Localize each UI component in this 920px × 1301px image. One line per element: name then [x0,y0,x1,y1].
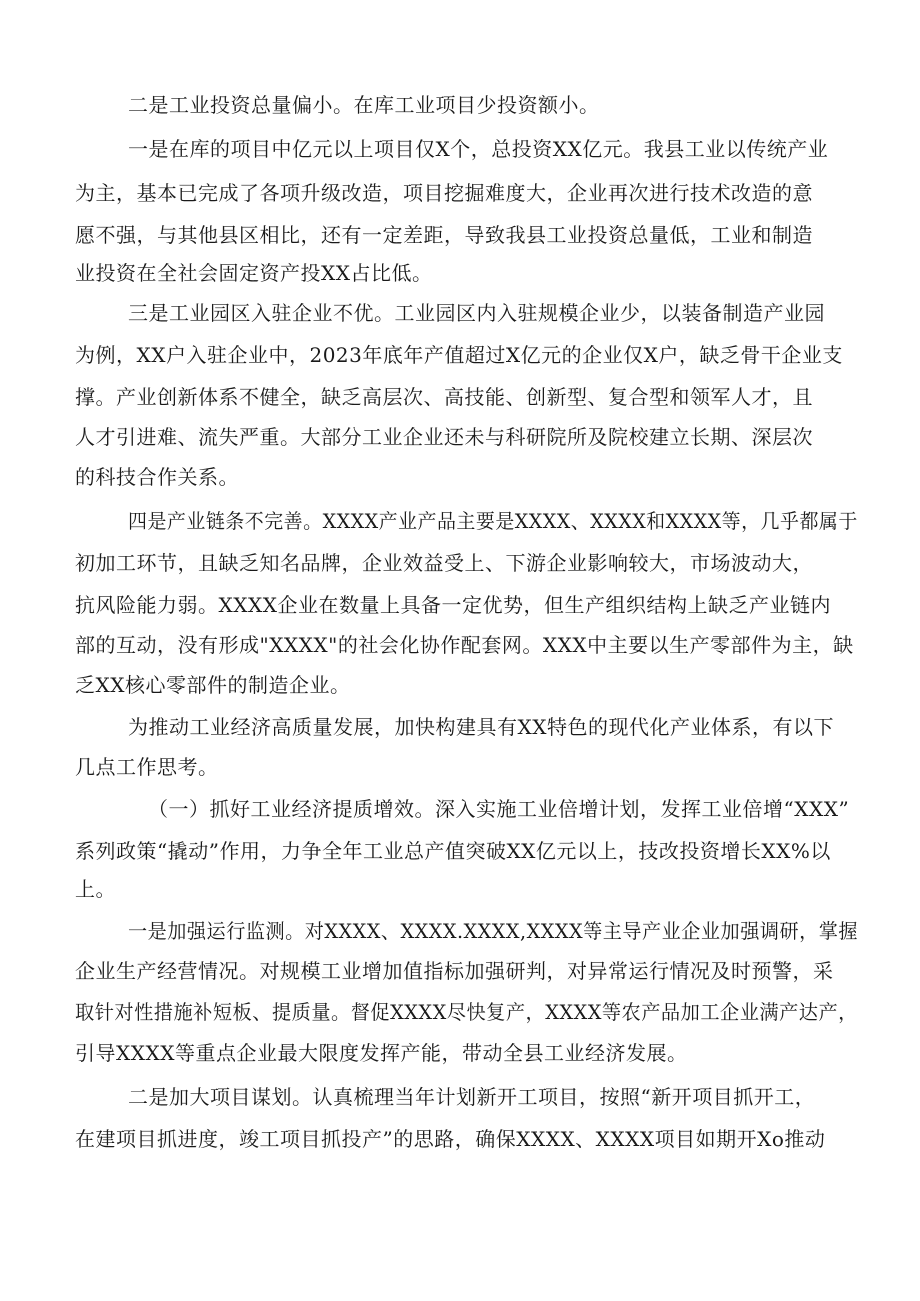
text-line: 取针对性措施补短板、提质量。督促XXXX尽快复产，XXXX等农产品加工企业满产达产， [75,1000,858,1024]
text-line: （一）抓好工业经济提质增效。深入实施工业倍增计划，发挥工业倍增“XXX” [148,797,850,821]
text-line: 为主，基本已完成了各项升级改造，项目挖掘难度大，企业再次进行技术改造的意 [75,181,813,205]
text-line: 抗风险能力弱。XXXX企业在数量上具备一定优势，但生产组织结构上缺乏产业链内 [75,593,831,617]
text-line: 撑。产业创新体系不健全，缺乏高层次、高技能、创新型、复合型和领军人才，且 [75,385,813,409]
text-line: 企业生产经营情况。对规模工业增加值指标加强研判，对异常运行情况及时预警，采 [75,959,834,983]
text-line: 二是工业投资总量偏小。在库工业项目少投资额小。 [128,93,600,117]
text-line: 一是在库的项目中亿元以上项目仅X个，总投资XX亿元。我县工业以传统产业 [128,137,829,161]
text-line: 四是产业链条不完善。XXXX产业产品主要是XXXX、XXXX和XXXX等，几乎都属于 [128,509,858,533]
text-line: 为例，XX户入驻企业中，2023年底年产值超过X亿元的企业仅X户，缺乏骨干企业支 [75,343,843,367]
text-line: 系列政策“撬动”作用，力争全年工业总产值突破XX亿元以上，技改投资增长XX%以 [75,839,831,863]
text-line: 初加工环节，且缺乏知名品牌，企业效益受上、下游企业影响较大，市场波动大， [75,551,813,575]
text-line: 上。 [75,877,116,901]
text-line: 几点工作思考。 [75,755,219,779]
text-line: 为推动工业经济高质量发展，加快构建具有XX特色的现代化产业体系，有以下 [128,715,834,739]
text-line: 乏XX核心零部件的制造企业。 [75,673,351,697]
text-line: 人才引进难、流失严重。大部分工业企业还未与科研院所及院校建立长期、深层次 [75,425,813,449]
text-line: 部的互动，没有形成"XXXX"的社会化协作配套网。XXX中主要以生产零部件为主，缺 [75,633,854,657]
text-line: 三是工业园区入驻企业不优。工业园区内入驻规模企业少，以装备制造产业园 [128,301,825,325]
text-line: 在建项目抓进度，竣工项目抓投产”的思路，确保XXXX、XXXX项目如期开Xo推动 [75,1127,826,1151]
text-line: 的科技合作关系。 [75,465,239,489]
text-line: 业投资在全社会固定资产投XX占比低。 [75,261,433,285]
text-line: 二是加大项目谋划。认真梳理当年计划新开工项目，按照“新开项目抓开工， [128,1085,816,1109]
text-line: 引导XXXX等重点企业最大限度发挥产能，带动全县工业经济发展。 [75,1041,688,1065]
text-line: 一是加强运行监测。对XXXX、XXXX.XXXX,XXXX等主导产业企业加强调研，掌握 [128,919,859,943]
text-line: 愿不强，与其他县区相比，还有一定差距，导致我县工业投资总量低，工业和制造 [75,223,813,247]
